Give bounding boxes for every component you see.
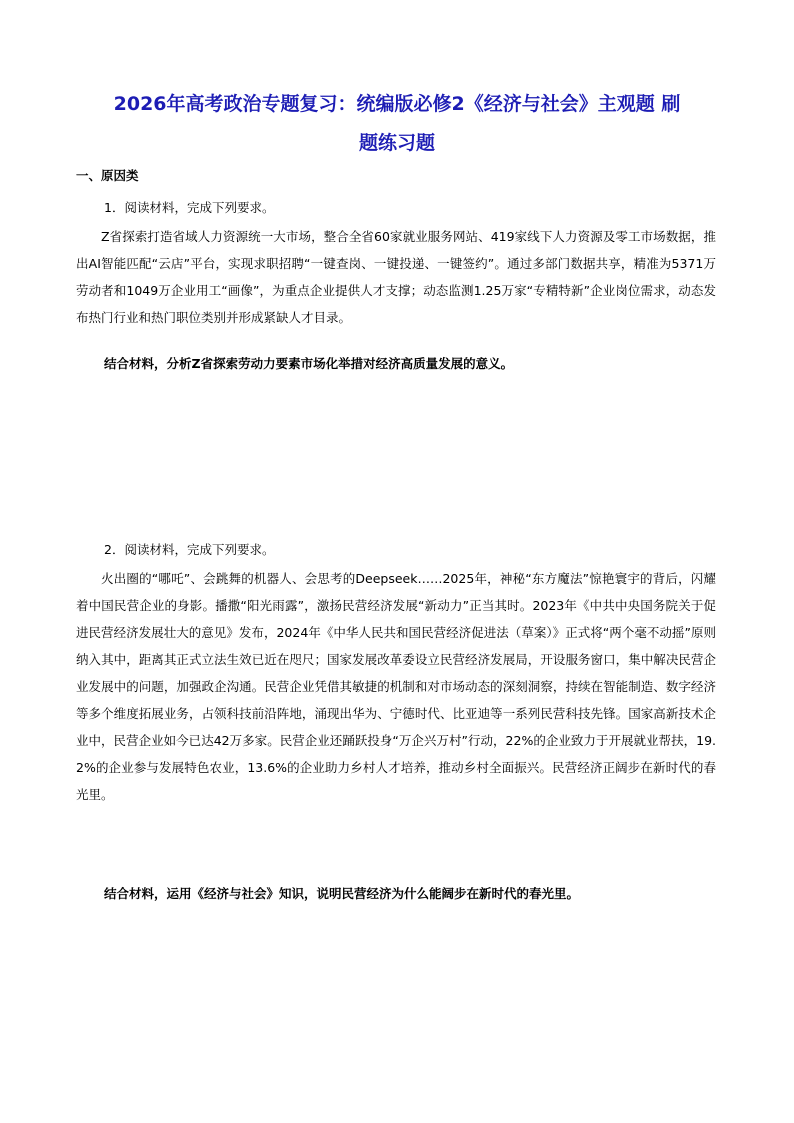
document-title-line-1: 2026年高考政治专题复习：统编版必修2《经济与社会》主观题 刷 [113, 93, 681, 115]
question-1-instruction: 1．阅读材料，完成下列要求。 [104, 200, 275, 215]
question-2-instruction: 2．阅读材料，完成下列要求。 [104, 542, 275, 557]
section-heading: 一、原因类 [76, 168, 139, 183]
question-1-prompt: 结合材料，分析Z省探索劳动力要素市场化举措对经济高质量发展的意义。 [104, 356, 514, 371]
question-2-material: 火出圈的“哪吒”、会跳舞的机器人、会思考的Deepseek……2025年，神秘“东方魔法”惊艳寰宇的背后，闪耀着中国民营企业的身影。播撒“阳光雨露”，激扬民营经济发展“新动力”正当其时。2023年《中共中央国务院关于促进民营经济发展壮大的意见》发布，2024年《中华人民共和国民营经济促进法（草案）》正式将“两个毫不动摇”原则纳入其中，距离其正式立法生效已近在咫尺；国家发展改革委设立民营经济发展局，开设服务窗口，集中解决民营企业发展中的问题，加强政企沟通。民营企业凭借其敏捷的机制和对市场动态的深刻洞察，持续在智能制造、数字经济等多个维度拓展业务，占领科技前沿阵地，涌现出华为、宁德时代、比亚迪等一系列民营科技先锋。国家高新技术企业中，民营企业如今已达42万多家。民营企业还踊跃投身“万企兴万村”行动，22%的企业致力于开展就业帮扶，19.2%的企业参与发展特色农业，13.6%的企业助力乡村人才培养，推动乡村全面振兴。民营经济正阔步在新时代的春光里。 [76, 571, 716, 802]
document-title-line-2: 题练习题 [358, 132, 435, 154]
question-2-prompt: 结合材料，运用《经济与社会》知识，说明民营经济为什么能阔步在新时代的春光里。 [104, 886, 580, 901]
question-1-material: Z省探索打造省域人力资源统一大市场，整合全省60家就业服务网站、419家线下人力资源及零工市场数据，推出AI智能匹配“云店”平台，实现求职招聘“一键查岗、一键投递、一键签约”。通过多部门数据共享，精准为5371万劳动者和1049万企业用工“画像”，为重点企业提供人才支撑；动态监测1.25万家“专精特新”企业岗位需求，动态发布热门行业和热门职位类别并形成紧缺人才目录。 [76, 229, 716, 325]
